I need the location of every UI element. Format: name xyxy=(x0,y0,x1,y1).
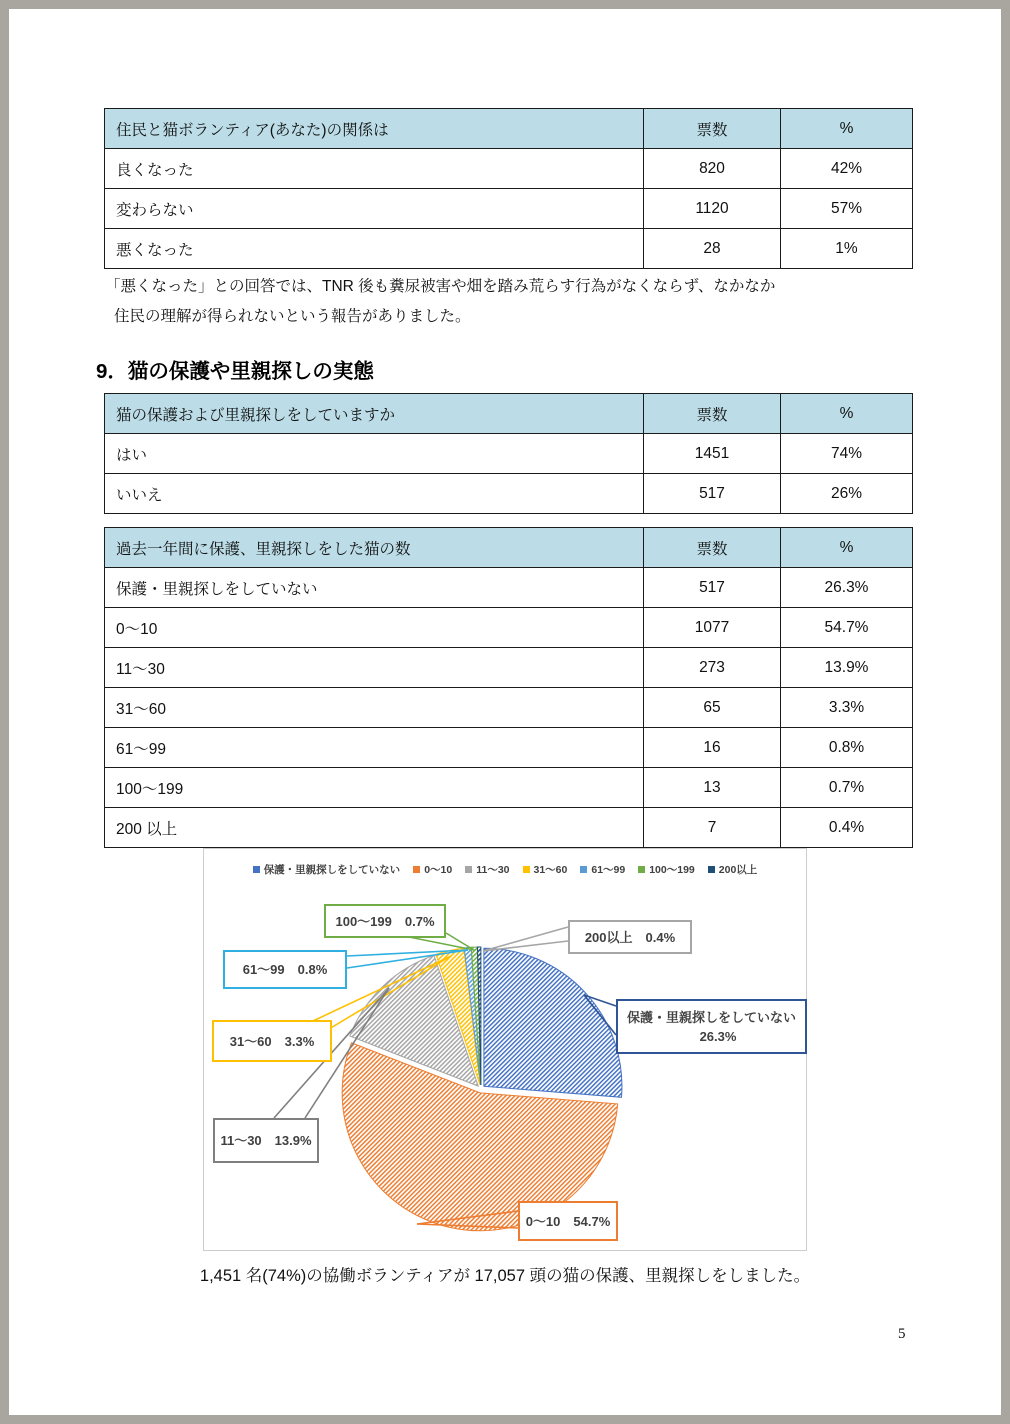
legend-label: 保護・里親探しをしていない xyxy=(263,864,401,876)
callout-value: 26.3% xyxy=(699,1028,737,1044)
row-votes: 13 xyxy=(644,768,781,808)
callout-value: 0.7% xyxy=(404,913,435,929)
table-row xyxy=(105,568,913,608)
callout-0-10 xyxy=(518,1201,618,1241)
section-heading: 9．猫の保護や里親探しの実態 xyxy=(96,360,374,383)
row-label: 200 以上 xyxy=(105,808,644,848)
table-header-question: 猫の保護および里親探しをしていますか xyxy=(105,394,644,434)
legend-label: 200以上 xyxy=(718,864,758,876)
body-paragraph xyxy=(105,272,915,332)
row-pct: 26% xyxy=(781,474,913,514)
callout-label: 保護・里親探しをしていない xyxy=(626,1009,796,1025)
table-header-votes: 票数 xyxy=(644,528,781,568)
row-votes: 1451 xyxy=(644,434,781,474)
row-pct: 0.7% xyxy=(781,768,913,808)
callout-31-60 xyxy=(212,1020,332,1062)
callout-value: 54.7% xyxy=(573,1213,611,1229)
paragraph-line: 住民の理解が得られないという報告がありました。 xyxy=(114,308,471,325)
rescue-count-table xyxy=(104,527,913,848)
table-header-question: 住民と猫ボランティア(あなた)の関係は xyxy=(105,109,644,149)
callout-value: 3.3% xyxy=(284,1033,315,1049)
callout-label: 200以上 xyxy=(584,929,633,945)
legend-label: 11〜30 xyxy=(476,864,510,876)
legend-label: 100〜199 xyxy=(649,864,695,876)
callout-value: 0.4% xyxy=(645,929,676,945)
row-label: はい xyxy=(105,434,644,474)
legend-label: 31〜60 xyxy=(533,864,568,876)
callout-value: 0.8% xyxy=(297,962,328,977)
callout-label: 0〜10 xyxy=(525,1213,561,1229)
row-votes: 1120 xyxy=(644,189,781,229)
row-votes: 7 xyxy=(644,808,781,848)
row-votes: 65 xyxy=(644,688,781,728)
row-pct: 3.3% xyxy=(781,688,913,728)
row-label: いいえ xyxy=(105,474,644,514)
table-row xyxy=(105,728,913,768)
row-pct: 42% xyxy=(781,149,913,189)
table-row xyxy=(105,474,913,514)
pie-slices xyxy=(342,947,622,1231)
table-header-votes: 票数 xyxy=(644,394,781,434)
row-pct: 1% xyxy=(781,229,913,269)
row-pct: 74% xyxy=(781,434,913,474)
row-label: 61〜99 xyxy=(105,728,644,768)
row-votes: 820 xyxy=(644,149,781,189)
callout-label: 11〜30 xyxy=(220,1133,262,1148)
pie-chart xyxy=(203,848,807,1251)
callout-200-plus xyxy=(568,920,692,954)
table-row xyxy=(105,648,913,688)
table-header-row xyxy=(105,394,913,434)
table-header-row xyxy=(105,528,913,568)
row-label: 11〜30 xyxy=(105,648,644,688)
row-votes: 1077 xyxy=(644,608,781,648)
pie-slice-0 xyxy=(484,948,622,1097)
table-header-row xyxy=(105,109,913,149)
chart-caption: 1,451 名(74%)の協働ボランティアが 17,057 頭の猫の保護、里親探しをしました。 xyxy=(199,1267,811,1285)
legend-label: 61〜99 xyxy=(591,864,626,876)
row-label: 変わらない xyxy=(105,189,644,229)
table-row xyxy=(105,434,913,474)
callout-label: 31〜60 xyxy=(229,1033,272,1049)
table-row xyxy=(105,688,913,728)
row-votes: 28 xyxy=(644,229,781,269)
callout-no-rescue xyxy=(616,999,807,1054)
paragraph-line: 「悪くなった」との回答では、TNR 後も糞尿被害や畑を踏み荒らす行為がなくならず、なかなか xyxy=(105,278,776,295)
table-row xyxy=(105,768,913,808)
row-votes: 517 xyxy=(644,568,781,608)
row-label: 0〜10 xyxy=(105,608,644,648)
table-row xyxy=(105,608,913,648)
row-label: 100〜199 xyxy=(105,768,644,808)
table-header-pct: % xyxy=(781,528,913,568)
table-header-pct: % xyxy=(781,394,913,434)
table-row xyxy=(105,808,913,848)
row-label: 悪くなった xyxy=(105,229,644,269)
row-votes: 517 xyxy=(644,474,781,514)
table-row xyxy=(105,229,913,269)
callout-11-30 xyxy=(213,1118,319,1163)
table-row xyxy=(105,149,913,189)
legend-label: 0〜10 xyxy=(424,864,453,876)
leader-line xyxy=(483,927,568,951)
row-label: 良くなった xyxy=(105,149,644,189)
callout-61-99 xyxy=(223,950,347,989)
callout-label: 100〜199 xyxy=(335,913,392,929)
doing-rescue-table xyxy=(104,393,913,514)
table-header-question: 過去一年間に保護、里親探しをした猫の数 xyxy=(105,528,644,568)
row-label: 31〜60 xyxy=(105,688,644,728)
page-number: 5 xyxy=(898,1326,906,1342)
table-row xyxy=(105,189,913,229)
row-pct: 13.9% xyxy=(781,648,913,688)
row-pct: 0.8% xyxy=(781,728,913,768)
callout-value: 13.9% xyxy=(274,1133,312,1148)
row-pct: 26.3% xyxy=(781,568,913,608)
table-header-votes: 票数 xyxy=(644,109,781,149)
row-votes: 273 xyxy=(644,648,781,688)
row-votes: 16 xyxy=(644,728,781,768)
callout-100-199 xyxy=(324,904,446,938)
row-pct: 57% xyxy=(781,189,913,229)
row-label: 保護・里親探しをしていない xyxy=(105,568,644,608)
relationship-table xyxy=(104,108,913,269)
row-pct: 0.4% xyxy=(781,808,913,848)
row-pct: 54.7% xyxy=(781,608,913,648)
callout-label: 61〜99 xyxy=(242,962,285,977)
leader-line xyxy=(483,941,568,951)
table-header-pct: % xyxy=(781,109,913,149)
